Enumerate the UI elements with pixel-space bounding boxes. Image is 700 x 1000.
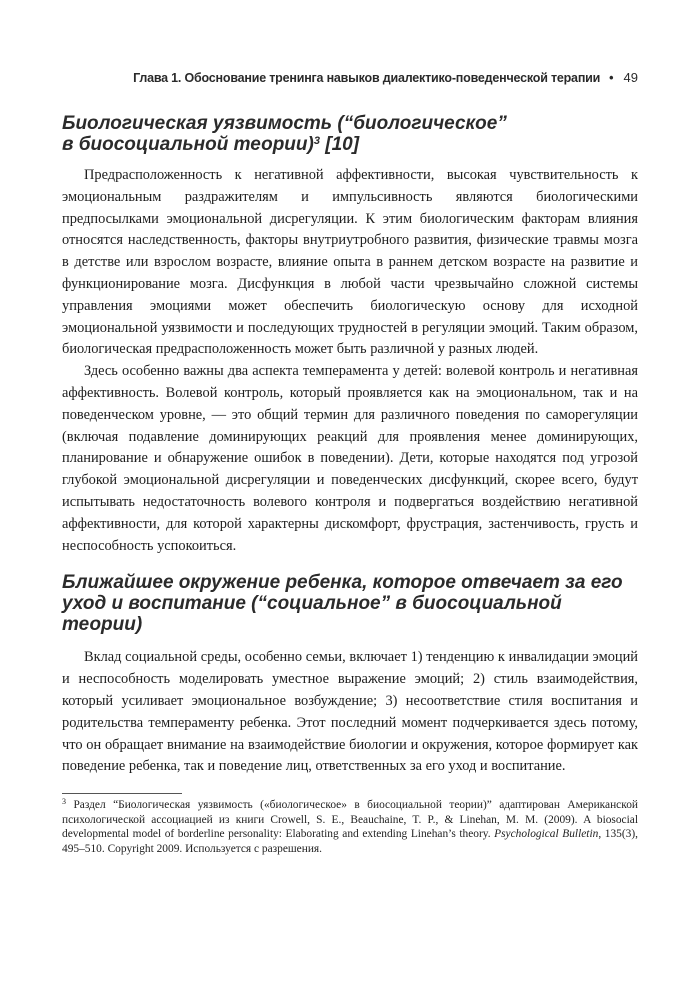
paragraph: Здесь особенно важны два аспекта темперамента у детей: волевой контроль и негативная аффективность. Волевой контроль, который проявляется как на эмоциональном, так и на поведенческом уровне, — это общий термин для различного поведения по саморегуляции (включая подавление доминирующих реакций для проявления менее доминирующих, планирование и обнаружение ошибок в поведении). Дети, которые находятся под угрозой глубокой эмоциональной дисрегуляции и поведенческих дисфункций, скорее всего, будут испытывать недостаточность волевого контроля и подвергаться воздействию негативной аффективности, для которой характерны дискомфорт, фрустрация, застенчивость, грусть и неспособность успокоиться. [62, 363, 638, 554]
header-separator: • [609, 71, 614, 85]
heading-citation: [10] [319, 134, 360, 155]
footnote-marker: 3 [62, 797, 66, 807]
footnote [62, 798, 638, 856]
running-head [62, 70, 638, 85]
page-content [62, 113, 638, 857]
section-body-biological [62, 165, 638, 557]
paragraph: Предрасположенность к негативной аффективности, высокая чувствительность к эмоциональным раздражителям и импульсивность являются биологическими предпосылками эмоциональной дисрегуляции. К этим биологическим факторам влияния относятся наследственность, факторы внутриутробного развития, физические травмы мозга в детстве или взрослом возрасте, влияние опыта в раннем детском возрасте на развитие и функционирование мозга. Дисфункция в любой части чрезвычайно сложной системы управления эмоциями может обеспечить биологическую основу для исходной эмоциональной уязвимости и последующих трудностей в регуляции эмоций. Таким образом, биологическая предрасположенность может быть различной у разных людей. [62, 167, 638, 358]
footnote-reference: 3 [313, 135, 320, 147]
heading-line: Биологическая уязвимость (“биологическое” [62, 113, 507, 134]
footnote-text: , 135(3), 495–510. Copyright 2009. Используется с разрешения. [62, 828, 638, 855]
heading-line [62, 134, 638, 155]
heading-line: уход и воспитание (“социальное” в биосоциальной теории) [62, 593, 562, 636]
page-number: 49 [623, 70, 638, 85]
chapter-title: Глава 1. Обоснование тренинга навыков диалектико-поведенческой терапии [133, 71, 601, 85]
section-body-social [62, 647, 638, 778]
paragraph: Вклад социальной среды, особенно семьи, включает 1) тенденцию к инвалидации эмоций и неспособность моделировать уместное выражение эмоций; 2) стиль взаимодействия, который усиливает эмоциональное возбуждение; 3) несоответствие стиля воспитания и родительства темпераменту ребенка. Этот последний момент подчеркивается здесь потому, что он обращает внимание на взаимодействие биологии и окружения, которое формирует как поведение ребенка, так и поведение лиц, ответственных за его уход и воспитание. [62, 649, 638, 775]
section-heading-social [62, 572, 638, 635]
heading-text: в биосоциальной теории) [62, 134, 314, 155]
footnote-divider [62, 793, 182, 794]
section-heading-biological [62, 113, 638, 155]
heading-line: Ближайшее окружение ребенка, которое отвечает за его [62, 572, 623, 594]
footnote-text: Раздел “Биологическая уязвимость («биологическое» в биосоциальной теории)” адаптирован Американской психологической ассоциацией из книги Crowell, S. E., Beauchaine, T. P., & Linehan, M. M. (2009). A biosocial developmental model of borderline personality: Elaborating and extending Linehan’s theory. [62, 799, 638, 841]
footnote-journal: Psychological Bulletin [494, 828, 599, 841]
